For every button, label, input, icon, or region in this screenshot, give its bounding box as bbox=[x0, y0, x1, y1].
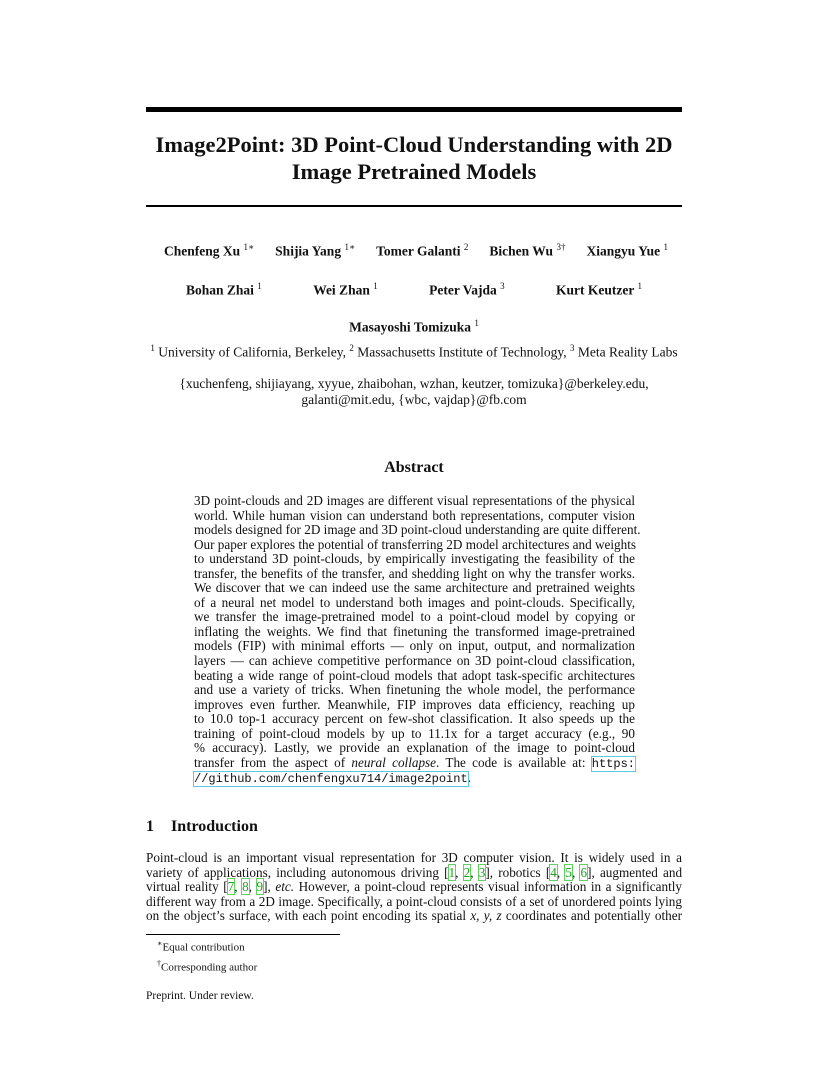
abstract-line: % accuracy). Lastly, we provide an explanation of the image to point-cloud bbox=[194, 740, 635, 756]
authors-row-3 bbox=[146, 318, 682, 336]
intro-line: Point-cloud is an important visual representation for 3D computer vision. It is widely used in a bbox=[146, 850, 682, 865]
introduction-body bbox=[146, 851, 682, 924]
code-url-link[interactable]: https: bbox=[591, 756, 635, 771]
paper-title bbox=[146, 131, 682, 185]
abstract-line: 3D point-clouds and 2D images are different visual representations of the physical bbox=[194, 493, 635, 508]
abstract-line: we transfer the image-pretrained model to a point-cloud model by copying or bbox=[194, 609, 635, 625]
intro-line: variety of applications, including autonomous driving [1, 2, 3], robotics [4, 5, 6], augmented and bbox=[146, 864, 683, 880]
citation-link[interactable]: 4 bbox=[550, 864, 557, 880]
section-heading-introduction: 1 Introduction bbox=[146, 818, 258, 835]
citation-link[interactable]: 2 bbox=[463, 864, 471, 880]
author: Bohan Zhai $^1$ bbox=[186, 281, 262, 298]
author: Xiangyu Yue $^1$ bbox=[586, 242, 668, 259]
footnote-equal-contribution: ∗Equal contribution bbox=[157, 939, 245, 954]
abstract-line: training of point-cloud models by up to 11.1x for a target accuracy (e.g., 90 bbox=[194, 725, 635, 741]
abstract-line: beating a wide range of point-cloud models that adopt task-specific architectures bbox=[194, 667, 635, 683]
abstract-line: transfer from the aspect of neural collapse. The code is available at: https: bbox=[194, 754, 635, 771]
abstract-line: models designed for 2D image and 3D point-cloud understanding are quite different. bbox=[194, 522, 641, 538]
abstract-line: We discover that we can indeed use the same architecture and pretrained weights bbox=[194, 580, 635, 596]
author-emails: {xuchenfeng, shijiayang, xyyue, zhaibohan, wzhan, keutzer, tomizuka}@berkeley.edu, galanti@mit.edu, {wbc, vajdap}@fb.com bbox=[179, 376, 649, 407]
code-url-link-continued[interactable]: //github.com/chenfengxu714/image2point bbox=[194, 772, 468, 787]
author: Bichen Wu $^{3\dagger}$ bbox=[489, 242, 566, 259]
intro-line: different way from a 2D image. Specifically, a point-cloud consists of a set of unordered points lying bbox=[146, 893, 682, 909]
author: Shijia Yang $^{1∗}$ bbox=[275, 242, 356, 259]
citation-link[interactable]: 3 bbox=[478, 864, 486, 880]
abstract-line: layers — can achieve competitive performance on 3D point-cloud classification, bbox=[194, 653, 635, 669]
author: Tomer Galanti $^2$ bbox=[376, 242, 469, 259]
abstract-line: to 10.0 top-1 accuracy percent on few-shot classification. It also speeds up the bbox=[194, 711, 635, 727]
citation-link[interactable]: 9 bbox=[256, 879, 264, 895]
author: Chenfeng Xu $^{1∗}$ bbox=[164, 242, 255, 259]
citation-link[interactable]: 1 bbox=[448, 864, 456, 880]
citation-link[interactable]: 8 bbox=[242, 879, 249, 895]
author: Kurt Keutzer $^1$ bbox=[556, 281, 642, 298]
abstract-line: improves even further. Meanwhile, FIP improves data efficiency, reaching up bbox=[194, 696, 635, 712]
intro-line: virtual reality [7, 8, 9], etc. However, a point-cloud represents visual information in a significantly bbox=[146, 879, 683, 895]
authors-row-2 bbox=[186, 281, 642, 299]
authors-row-1 bbox=[164, 242, 668, 260]
affiliations: $^1$ University of California, Berkeley, $^2$ Massachusetts Institute of Technology, $^3$ Meta Reality Labs bbox=[150, 343, 678, 360]
author: Peter Vajda $^3$ bbox=[429, 281, 505, 298]
citation-link[interactable]: 7 bbox=[227, 879, 235, 895]
citation-link[interactable]: 6 bbox=[580, 864, 588, 880]
footnotes bbox=[157, 936, 257, 975]
footnote-corresponding-author: †Corresponding author bbox=[157, 958, 258, 974]
abstract-line: and use a variety of tricks. When finetuning the whole model, the performance bbox=[194, 682, 635, 698]
abstract-body bbox=[194, 493, 641, 787]
abstract-line: //github.com/chenfengxu714/image2point. bbox=[194, 770, 471, 787]
footnote-rule bbox=[146, 934, 340, 935]
abstract-line: to understand 3D point-clouds, by empirically investigating the feasibility of the bbox=[194, 551, 635, 567]
abstract-line: transfer, the benefits of the transfer, and shedding light on why the transfer works. bbox=[194, 565, 635, 581]
title-line-1: Image2Point: 3D Point-Cloud Understanding with 2D bbox=[155, 132, 673, 157]
citation-link[interactable]: 5 bbox=[565, 864, 572, 880]
intro-line: on the object’s surface, with each point encoding its spatial x, y, z coordinates and potentially other bbox=[146, 908, 682, 924]
abstract-line: Our paper explores the potential of transferring 2D model architectures and weights bbox=[194, 536, 636, 552]
top-rule bbox=[146, 107, 682, 112]
title-line-2: Image Pretrained Models bbox=[291, 159, 537, 184]
abstract-line: models (FIP) with minimal efforts — only on input, output, and normalization bbox=[194, 638, 635, 654]
abstract-line: of a neural net model to understand both images and point-clouds. Specifically, bbox=[194, 594, 635, 610]
title-rule bbox=[146, 205, 682, 207]
abstract-heading: Abstract bbox=[384, 459, 444, 476]
abstract-line: inflating the weights. We find that finetuning the transformed image-pretrained bbox=[194, 623, 635, 639]
author: Wei Zhan $^1$ bbox=[313, 281, 378, 298]
author: Masayoshi Tomizuka $^1$ bbox=[349, 318, 479, 335]
preprint-notice: Preprint. Under review. bbox=[146, 990, 254, 1002]
abstract-line: world. While human vision can understand both representations, computer vision bbox=[194, 507, 635, 523]
